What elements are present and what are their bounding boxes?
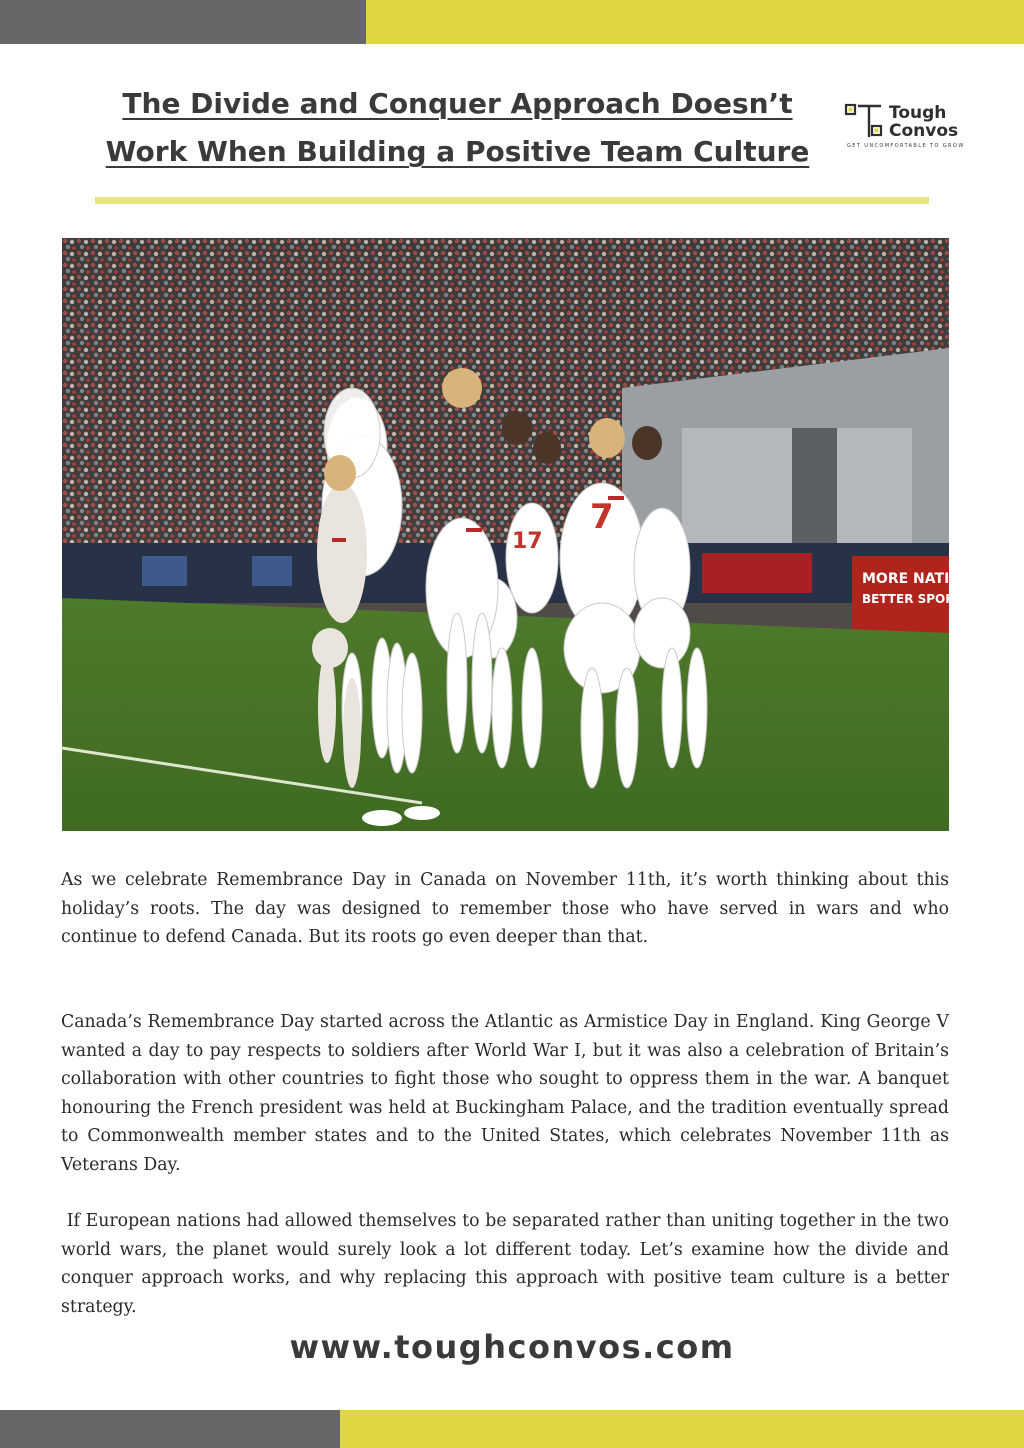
svg-text:17: 17 xyxy=(512,529,543,554)
svg-text:7: 7 xyxy=(590,497,614,537)
tough-convos-logo-icon xyxy=(845,104,883,140)
bottom-color-bar xyxy=(0,1410,1024,1448)
top-bar-yellow-segment xyxy=(366,0,1024,44)
top-bar-gray-segment xyxy=(0,0,366,44)
bottom-bar-gray-segment xyxy=(0,1410,340,1448)
page-title: The Divide and Conquer Approach Doesn’t Work When Building a Positive Team Culture xyxy=(105,87,810,168)
article-paragraph-3: If European nations had allowed themselves to be separated rather than uniting together in the two world wars, the planet would surely look a lot different today. Let’s examine how the divide and conquer approach works, and why replacing this approach with positive team culture is a better strategy. xyxy=(61,1211,955,1317)
website-url[interactable]: www.toughconvos.com xyxy=(289,1328,735,1366)
logo-brand-line-1: Tough xyxy=(889,103,947,123)
logo-tagline: GET UNCOMFORTABLE TO GROW xyxy=(847,143,965,149)
logo-brand-line-2: Convos xyxy=(889,121,959,141)
photo-illustration xyxy=(62,238,971,831)
svg-text:BETTER SPORTS: BETTER SPORTS xyxy=(862,592,971,606)
top-color-bar xyxy=(0,0,1024,44)
article-paragraph-2: Canada’s Remembrance Day started across the Atlantic as Armistice Day in England. King George V wanted a day to pay respects to soldiers after World War I, but it was also a celebration of Britain’s collaboration with other countries to fight those who sought to oppress them in the war. A banquet honouring the French president was held at Buckingham Palace, and the tradition eventually spread to Commonwealth member states and to the United States, which celebrates November 11th as Veterans Day. xyxy=(61,1012,949,1175)
brand-logo xyxy=(845,104,975,152)
bottom-bar-yellow-segment xyxy=(340,1410,1024,1448)
article-paragraph-1: As we celebrate Remembrance Day in Canada on November 11th, it’s worth thinking about this holiday’s roots. The day was designed to remember those who have served in wars and who continue to defend Canada. But its roots go even deeper than that. xyxy=(61,870,949,947)
ad-board-text: MORE NATI xyxy=(862,571,950,587)
title-divider xyxy=(95,197,929,204)
team-celebration-photo xyxy=(62,238,971,831)
